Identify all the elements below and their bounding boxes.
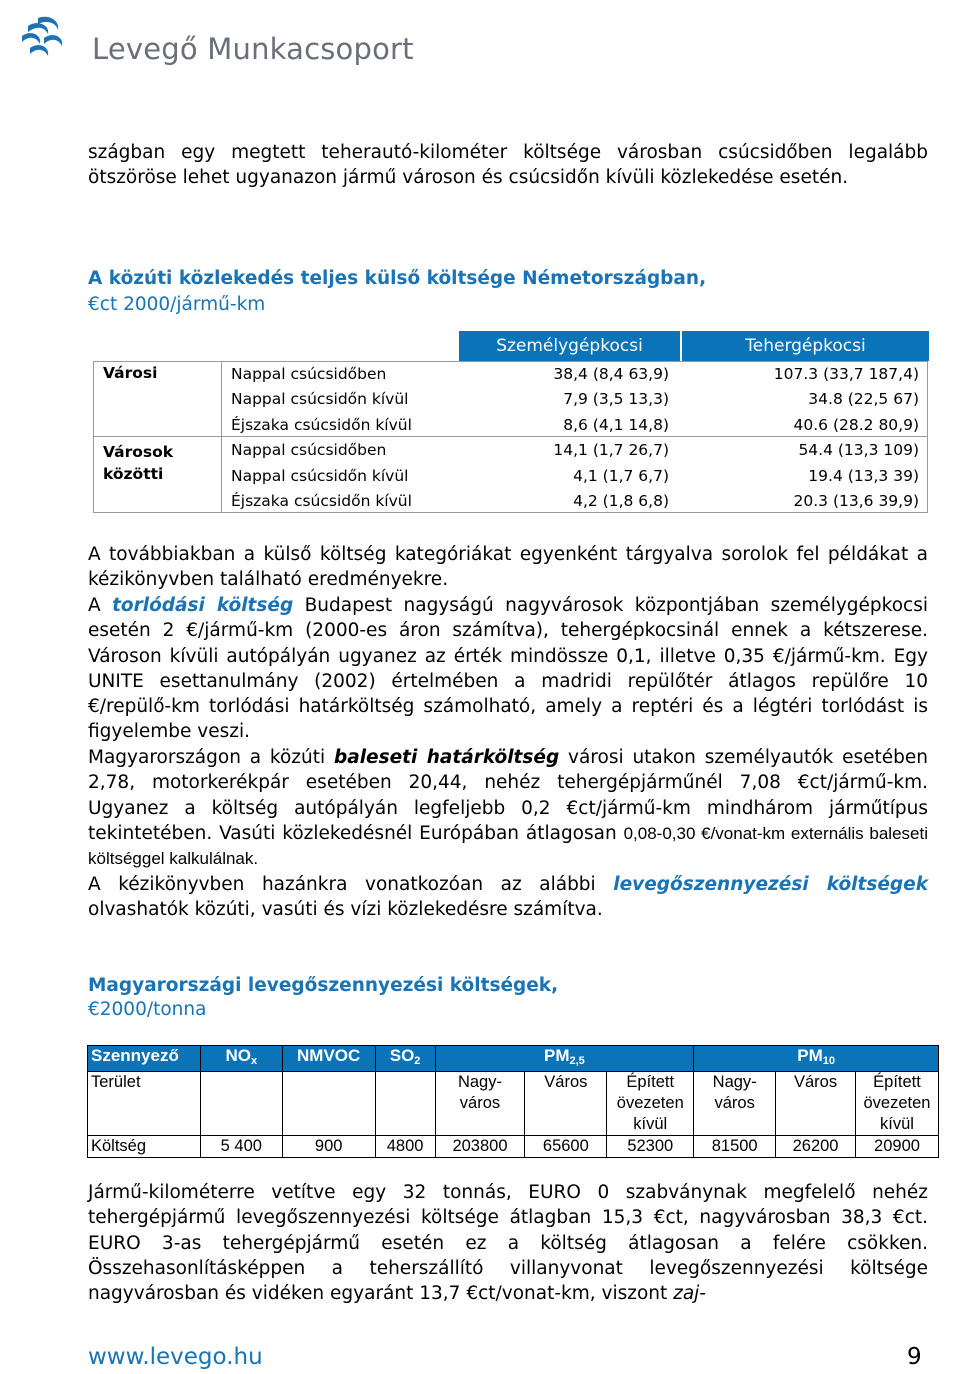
area-cell: Épített övezeten kívül <box>855 1072 938 1136</box>
cost-cell: 203800 <box>435 1136 525 1158</box>
row-label-cost: Költség <box>88 1136 201 1158</box>
logo-text: Levegő Munkacsoport <box>92 32 414 66</box>
area-cell: Épített övezeten kívül <box>607 1072 694 1136</box>
header-nox: $NO_x$ <box>200 1046 282 1072</box>
car-value: 38,4 (8,4 63,9) <box>553 364 669 383</box>
term-air-pollution-cost: levegőszennyezési költségek <box>613 874 928 895</box>
row-label: Nappal csúcsidőn kívül <box>231 466 409 485</box>
truck-value: 34.8 (22,5 67) <box>808 390 919 409</box>
cost-cell: 26200 <box>776 1136 856 1158</box>
row-label-area: Terület <box>88 1072 201 1136</box>
footer-url[interactable]: www.levego.hu <box>88 1344 263 1370</box>
table2-title: Magyarországi levegőszennyezési költségek, <box>88 975 559 996</box>
table1-subtitle: €ct 2000/jármű-km <box>88 294 266 315</box>
header-pollutant: Szennyező <box>88 1046 201 1072</box>
cost-cell: 81500 <box>694 1136 776 1158</box>
paragraph-intro-categories: A továbbiakban a külső költség kategóriákat egyenként tárgyalva sorolok fel példákat a kézikönyvben található eredményekre. <box>88 544 928 591</box>
truck-value: 107.3 (33,7 187,4) <box>773 364 919 383</box>
row-label: Nappal csúcsidőn kívül <box>231 390 409 409</box>
row-label: Nappal csúcsidőben <box>231 441 387 460</box>
paragraph-air-pollution: A kézikönyvben hazánkra vonatkozóan az alábbi levegőszennyezési költségek olvashatók közúti, vasúti és vízi közlekedésre számítva. <box>88 874 928 921</box>
col-header-car: Személygépkocsi <box>459 331 681 361</box>
truck-value: 19.4 (13,3 39) <box>808 466 919 485</box>
car-value: 14,1 (1,7 26,7) <box>553 441 669 460</box>
group-label: Városi <box>103 364 158 382</box>
term-accident-cost: baleseti határköltség <box>333 747 560 768</box>
external-cost-table <box>93 331 929 514</box>
logo-swirl-icon <box>8 10 84 70</box>
col-header-truck: Tehergépkocsi <box>681 331 929 361</box>
truck-value: 20.3 (13,6 39,9) <box>793 492 919 511</box>
area-cell: Nagy- város <box>694 1072 776 1136</box>
header-nmvoc: NMVOC <box>282 1046 375 1072</box>
page-number: 9 <box>907 1344 922 1370</box>
logo <box>8 10 414 70</box>
header-so2: $SO_2$ <box>375 1046 435 1072</box>
table-row <box>93 361 929 387</box>
area-cell: Nagy- város <box>435 1072 525 1136</box>
cost-cell: 65600 <box>525 1136 607 1158</box>
car-value: 4,2 (1,8 6,8) <box>573 492 669 511</box>
paragraph-per-km-cost: Jármű-kilométerre vetítve egy 32 tonnás, EURO 0 szabványnak megfelelő nehéz tehergépjármű levegőszennyezési költsége átlagban 15,3 €ct, nagyvárosban 38,3 €ct. EURO 3-as tehergépjármű esetén ez a költség átlagosan a felére csökken. Összehasonlításképpen a teherszállító villanyvonat levegőszennyezési költsége nagyvárosban és vidéken egyaránt 13,7 €ct/vonat-km, viszont zaj- <box>88 1182 928 1305</box>
group-label: Városok közötti <box>103 442 174 483</box>
row-label: Éjszaka csúcsidőn kívül <box>231 415 412 434</box>
table1-title: A közúti közlekedés teljes külső költsége Németországban, <box>88 268 707 289</box>
cost-cell: 20900 <box>855 1136 938 1158</box>
car-value: 7,9 (3,5 13,3) <box>563 390 669 409</box>
table-row <box>93 438 929 464</box>
cost-cell: 5 400 <box>200 1136 282 1158</box>
cost-cell: 4800 <box>375 1136 435 1158</box>
truck-value: 54.4 (13,3 109) <box>798 441 919 460</box>
intro-paragraph: szágban egy megtett teherautó-kilométer költsége városban csúcsidőben legalább ötszöröse lehet ugyanazon jármű városon és csúcsidőn kívüli közlekedése esetén. <box>88 142 928 189</box>
table-row-cost <box>88 1136 939 1158</box>
area-cell: Város <box>525 1072 607 1136</box>
cost-cell: 52300 <box>607 1136 694 1158</box>
paragraph-accident: Magyarországon a közúti baleseti határköltség városi utakon személyautók esetében 2,78, motorkerékpár esetében 20,44, nehéz tehergépjárműnél 7,08 €ct/jármű-km. Ugyanez a költség autópályán legfeljebb 0,2 €ct/jármű-km mindhárom járműtípus tekintetében. Vasúti közlekedésnél Európában átlagosan 0,08-0,30 €/vonat-km externális baleseti költséggel kalkulálnak. <box>88 747 928 869</box>
air-pollution-cost-table <box>87 1045 939 1158</box>
header-pm10: $PM_{10}$ <box>694 1046 939 1072</box>
term-congestion-cost: torlódási költség <box>112 595 294 616</box>
table2-subtitle: €2000/tonna <box>88 999 207 1020</box>
table-row-area <box>88 1072 939 1136</box>
cost-cell: 900 <box>282 1136 375 1158</box>
car-value: 8,6 (4,1 14,8) <box>563 415 669 434</box>
truck-value: 40.6 (28.2 80,9) <box>793 415 919 434</box>
area-cell: Város <box>776 1072 856 1136</box>
car-value: 4,1 (1,7 6,7) <box>573 466 669 485</box>
row-label: Éjszaka csúcsidőn kívül <box>231 492 412 511</box>
paragraph-congestion: A torlódási költség Budapest nagyságú nagyvárosok központjában személygépkocsi esetén 2 €/jármű-km (2000-es áron számítva), tehergépkocsinál ennek a kétszerese. Városon kívüli autópályán ugyanez az érték mindössze 0,1, illetve 0,35 €/jármű-km. Egy UNITE esettanulmány (2002) értelmében a madridi repülőtér átlagos repülőre 10 €/repülő-km torlódási határköltség számolható, amely a reptéri és a légtéri torlódást is figyelembe veszi. <box>88 595 928 743</box>
header-pm25: $PM_{2,5}$ <box>435 1046 694 1072</box>
row-label: Nappal csúcsidőben <box>231 364 387 383</box>
